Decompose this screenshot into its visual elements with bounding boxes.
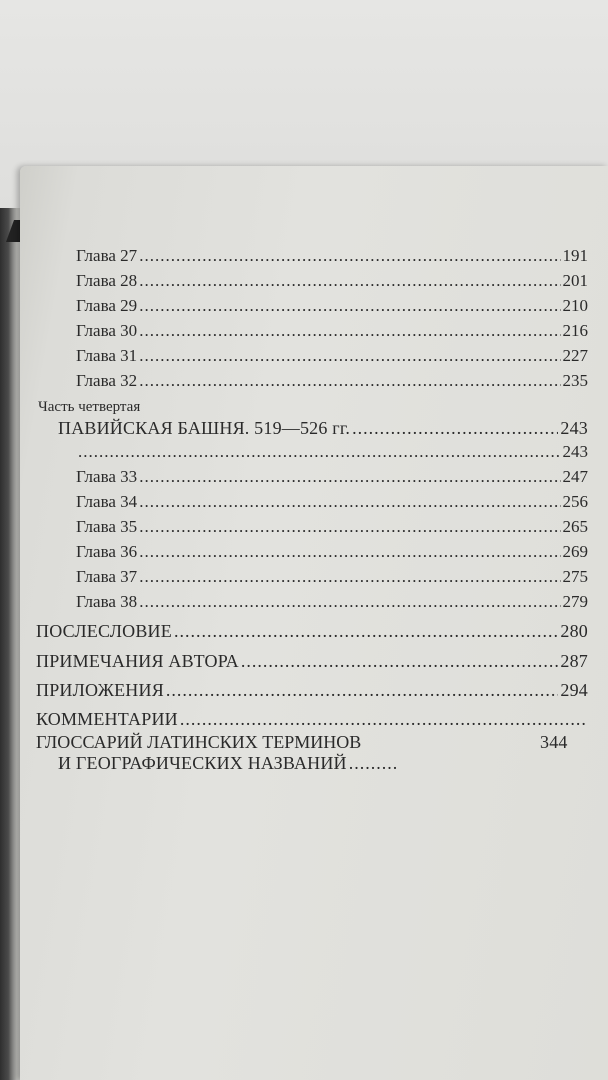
toc-section <box>36 621 588 642</box>
toc-entry-page: 201 <box>562 271 588 290</box>
toc-entry-page: 210 <box>562 296 588 315</box>
dot-leader <box>139 246 560 266</box>
toc-entry-label: Глава 36 <box>76 542 138 561</box>
toc-entry-page: 275 <box>562 567 588 586</box>
toc-entry-label: Глава 34 <box>76 492 138 511</box>
toc-entry-label: Глава 27 <box>76 246 138 265</box>
toc-entry-page: 256 <box>562 492 588 511</box>
glossary-title-line-2: И ГЕОГРАФИЧЕСКИХ НАЗВАНИЙ <box>58 753 347 773</box>
toc-entry-label: Глава 32 <box>76 371 138 390</box>
toc-section <box>36 680 588 701</box>
part-title: ПАВИЙСКАЯ БАШНЯ. 519—526 гг. <box>58 418 351 438</box>
toc-entry-label: Глава 33 <box>76 467 138 486</box>
toc-entry-page: 191 <box>562 246 588 265</box>
dot-leader <box>78 442 561 462</box>
toc-entry-page: 247 <box>562 467 588 486</box>
toc-section-page: 280 <box>560 621 588 641</box>
dot-leader <box>139 321 560 341</box>
toc-entry <box>76 271 588 291</box>
part-label: Часть четвертая <box>38 399 141 415</box>
dot-leader <box>241 651 559 672</box>
toc-entry <box>76 442 588 462</box>
toc-entry-label: Глава 29 <box>76 296 138 315</box>
toc-entry-label: Глава 37 <box>76 567 138 586</box>
toc-entry-label: Глава 35 <box>76 517 138 536</box>
toc-section-label: ПОСЛЕСЛОВИЕ <box>36 621 172 641</box>
toc-entry <box>76 246 588 266</box>
toc-section-page: 294 <box>560 680 588 700</box>
toc-section-page: 287 <box>560 651 588 671</box>
dot-leader <box>139 492 560 512</box>
dot-leader <box>174 621 558 642</box>
dot-leader <box>352 418 558 439</box>
dot-leader <box>139 346 560 366</box>
toc-entry <box>76 517 588 537</box>
toc-entry <box>76 296 588 316</box>
toc-entry-page: 216 <box>562 321 588 340</box>
toc-entry <box>76 371 588 391</box>
dot-leader <box>139 467 560 487</box>
dot-leader <box>139 271 560 291</box>
toc-entry <box>76 467 588 487</box>
toc-entry-page: 243 <box>560 418 588 438</box>
toc-entry-label: Глава 30 <box>76 321 138 340</box>
toc-entry <box>76 492 588 512</box>
dot-leader <box>139 567 560 587</box>
dot-leader <box>139 542 560 562</box>
dot-leader <box>166 680 558 701</box>
toc-entry-page: 279 <box>562 592 588 611</box>
toc-entry-page: 269 <box>562 542 588 561</box>
toc-section-label: ПРИМЕЧАНИЯ АВТОРА <box>36 651 239 671</box>
book-page <box>20 166 608 1080</box>
toc-section <box>36 651 588 672</box>
part-title-entry <box>58 418 588 439</box>
table-of-contents <box>20 166 608 1080</box>
toc-entry-label: Глава 31 <box>76 346 138 365</box>
toc-entry-page: 265 <box>562 517 588 536</box>
toc-entry-label: Глава 38 <box>76 592 138 611</box>
dot-leader <box>139 592 560 612</box>
toc-section-label: ПРИЛОЖЕНИЯ <box>36 680 164 700</box>
toc-entry-label: Глава 28 <box>76 271 138 290</box>
dot-leader <box>349 753 396 774</box>
glossary-title-line-1: ГЛОССАРИЙ ЛАТИНСКИХ ТЕРМИНОВ <box>36 732 362 752</box>
toc-entry <box>76 567 588 587</box>
toc-entry-page: 235 <box>562 371 588 390</box>
dot-leader <box>139 371 560 391</box>
toc-section <box>36 709 588 730</box>
dot-leader <box>180 709 586 730</box>
dot-leader <box>139 296 560 316</box>
dot-leader <box>139 517 560 537</box>
glossary-page: 344 <box>540 732 568 752</box>
toc-entry <box>76 321 588 341</box>
toc-entry <box>76 346 588 366</box>
toc-section <box>58 753 398 774</box>
toc-entry-page: 227 <box>562 346 588 365</box>
toc-entry <box>76 592 588 612</box>
toc-entry <box>76 542 588 562</box>
toc-entry-page: 243 <box>562 442 588 461</box>
toc-section-label: КОММЕНТАРИИ <box>36 709 178 729</box>
